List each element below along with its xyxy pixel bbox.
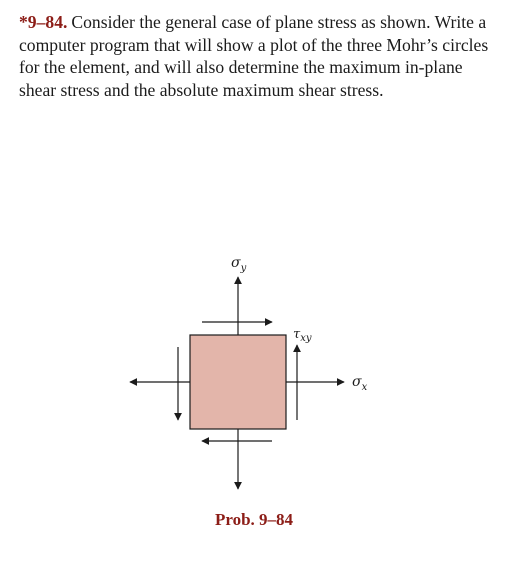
problem-text: Consider the general case of plane stress as shown. Write a computer program that will show a plot of the three Mohr’s circles for the element, and will also determine the maximum in-plane shear stress and the absolute maximum shear stress. <box>19 12 489 100</box>
tau-xy-label: $\tau_{xy}$ <box>293 327 312 344</box>
sigma-y-label: $\sigma_y$ <box>231 255 247 274</box>
figure-caption: Prob. 9–84 <box>214 510 294 529</box>
sigma-x-label: $\sigma_x$ <box>352 374 368 393</box>
problem-number: *9–84. <box>19 12 68 32</box>
stress-element <box>190 335 286 429</box>
